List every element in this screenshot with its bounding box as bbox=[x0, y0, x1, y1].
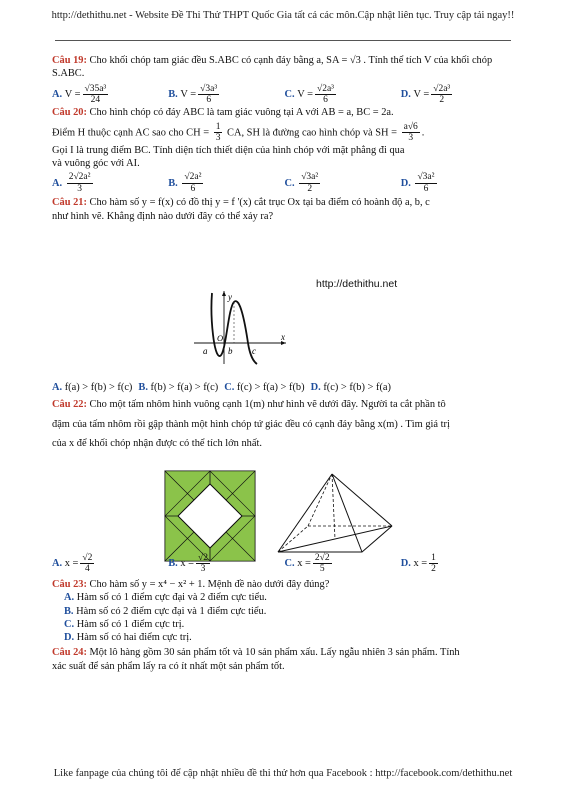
watermark-url: http://dethithu.net bbox=[316, 278, 398, 290]
q21-option-c[interactable]: C. f(c) > f(a) > f(b) bbox=[224, 382, 305, 393]
q19-options bbox=[52, 84, 517, 106]
q20-line4: và vuông góc với AI. bbox=[52, 158, 140, 169]
q21-options bbox=[52, 381, 517, 394]
q19-text: Cho khối chóp tam giác đều S.ABC có cạnh đáy bằng a, SA = √3 . Tính thể tích V của khối chóp S.ABC. bbox=[52, 55, 493, 80]
label-y: y bbox=[228, 292, 232, 302]
q22-options bbox=[52, 553, 517, 575]
label-b: b bbox=[228, 346, 233, 356]
pyramid-figure bbox=[270, 470, 400, 562]
q20-option-a[interactable]: A. $\frac{\text{2√2a²}}{3}$ bbox=[52, 172, 91, 194]
q20-option-b[interactable]: B. $\frac{\text{√2a²}}{6}$ bbox=[168, 172, 202, 194]
header-divider bbox=[55, 40, 511, 41]
q20-line3: Gọi I là trung điểm BC. Tính diện tích thiết diện của hình chóp với mặt phẳng đi qua bbox=[52, 144, 405, 156]
q22-line2: đậm của tấm nhôm rồi gập thành một hình chóp tứ giác đều có cạnh đáy bằng x(m) . Tìm giá trị bbox=[52, 418, 450, 430]
q23-option-d[interactable]: D. Hàm số có hai điểm cực trị. bbox=[64, 632, 192, 644]
exam-content bbox=[52, 54, 517, 223]
q21-stem bbox=[52, 196, 517, 209]
q23-number: Câu 23: bbox=[52, 578, 87, 590]
q23-option-b[interactable]: B. Hàm số có 2 điểm cực đại và 1 điểm cực tiểu. bbox=[64, 605, 267, 617]
y-axis-arrow bbox=[222, 291, 226, 296]
q22-stem: Câu 22: Cho một tấm nhôm hình vuông cạnh 1(m) như hình vẽ dưới đây. Người ta cắt phần tô bbox=[52, 399, 446, 411]
q21-number: Câu 21: bbox=[52, 197, 87, 209]
page-footer: Like fanpage của chúng tôi để cập nhật nhiều đề thi thử hơn qua Facebook : http://facebook.com/dethithu.net bbox=[53, 768, 513, 779]
page-header: http://dethithu.net - Website Đề Thi Thử THPT Quốc Gia tất cả các môn.Cập nhật liên tục. Truy cập tải ngay!! bbox=[51, 10, 515, 21]
aluminum-square-figure bbox=[164, 470, 256, 562]
q24-stem: Câu 24: Một lô hàng gồm 30 sản phẩm tốt và 10 sản phẩm xấu. Lấy ngẫu nhiên 3 sản phẩm. Tính bbox=[52, 647, 460, 659]
q21-line1: Cho hàm số y = f(x) có đồ thị y = f '(x) cắt trục Ox tại ba điểm có hoành độ a, b, c bbox=[89, 197, 430, 209]
q22-option-b[interactable]: B. x = $\frac{√2}{3}$ bbox=[168, 553, 209, 575]
label-o: O bbox=[217, 333, 224, 343]
q19-stem bbox=[52, 54, 517, 81]
q19-option-c[interactable]: C. V = $\frac{\text{√2a³}}{6}$ bbox=[284, 83, 335, 106]
q23-stem: Câu 23: Cho hàm số y = x⁴ − x² + 1. Mệnh đề nào dưới đây đúng? bbox=[52, 578, 330, 590]
q22-number: Câu 22: bbox=[52, 399, 87, 411]
q20-line2: Điểm H thuộc cạnh AC sao cho CH = $\frac{1}{3}$ CA, SH là đường cao hình chóp và SH = $\frac{a√6}{3}$ . bbox=[52, 121, 425, 144]
q23-option-c[interactable]: C. Hàm số có 1 điểm cực trị. bbox=[64, 618, 185, 630]
q20-line1: Cho hình chóp có đáy ABC là tam giác vuông tại A với AB = a, BC = 2a. bbox=[89, 106, 394, 118]
q21-option-b[interactable]: B. f(b) > f(a) > f(c) bbox=[138, 382, 219, 393]
derivative-graph bbox=[190, 288, 290, 366]
q22-line3: của x để khối chóp nhận được có thể tích lớn nhất. bbox=[52, 437, 262, 449]
q21-option-d[interactable]: D. f(c) > f(b) > f(a) bbox=[310, 382, 391, 393]
q22-option-a[interactable]: A. x = $\frac{√2}{4}$ bbox=[52, 553, 93, 575]
q24-line2: xác suất để sản phẩm lấy ra có ít nhất một sản phẩm tốt. bbox=[52, 660, 285, 672]
q24-number: Câu 24: bbox=[52, 647, 87, 659]
q20-stem bbox=[52, 106, 517, 119]
q21-line2: như hình vẽ. Khẳng định nào dưới đây có thể xảy ra? bbox=[52, 210, 274, 222]
q20-option-d[interactable]: D. $\frac{\text{√3a²}}{6}$ bbox=[400, 172, 435, 194]
q20-option-c[interactable]: C. $\frac{\text{√3a²}}{2}$ bbox=[284, 172, 319, 194]
q22-option-d[interactable]: D. x = $\frac{1}{2}$ bbox=[400, 553, 436, 575]
q19-number: Câu 19: bbox=[52, 55, 87, 66]
label-c: c bbox=[252, 346, 256, 356]
label-a: a bbox=[203, 346, 208, 356]
q19-option-b[interactable]: B. V = $\frac{\text{√3a³}}{6}$ bbox=[168, 83, 218, 106]
q22-option-c[interactable]: C. x = $\frac{2√2}{5}$ bbox=[284, 553, 330, 575]
q20-number: Câu 20: bbox=[52, 106, 87, 118]
q20-options bbox=[52, 172, 517, 194]
q23-option-a[interactable]: A. Hàm số có 1 điểm cực đại và 2 điểm cực tiểu. bbox=[64, 592, 267, 604]
q19-option-a[interactable]: A. V = $\frac{\text{√35a³}}{24}$ bbox=[52, 83, 107, 106]
q21-option-a[interactable]: A. f(a) > f(b) > f(c) bbox=[52, 382, 133, 393]
q19-option-d[interactable]: D. V = $\frac{\text{√2a³}}{2}$ bbox=[400, 83, 451, 106]
label-x: x bbox=[281, 332, 285, 342]
